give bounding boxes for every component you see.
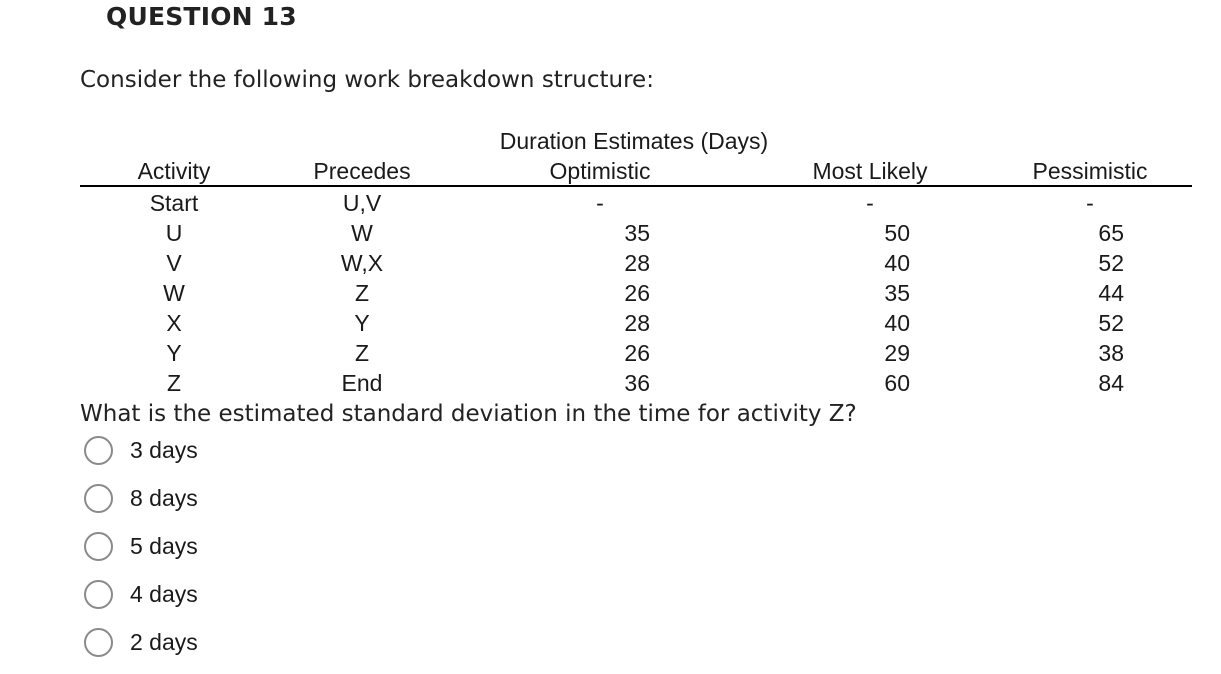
- cell-most-likely: -: [866, 190, 874, 216]
- cell-pessimistic: -: [1086, 190, 1094, 216]
- cell-optimistic: 28: [624, 310, 650, 336]
- header-pessimistic: Pessimistic: [1032, 158, 1148, 184]
- header-most-likely: Most Likely: [812, 158, 928, 184]
- cell-precedes: W: [351, 220, 373, 246]
- radio-button[interactable]: [84, 532, 113, 561]
- cell-activity: Z: [166, 370, 182, 396]
- cell-precedes: U,V: [342, 190, 382, 216]
- cell-pessimistic: 52: [1098, 250, 1124, 276]
- answer-option[interactable]: [84, 528, 198, 564]
- radio-button[interactable]: [84, 628, 113, 657]
- answer-label[interactable]: 3 days: [130, 436, 198, 463]
- cell-activity: V: [166, 250, 182, 276]
- duration-estimates-header: Duration Estimates (Days): [499, 128, 769, 154]
- cell-precedes: Z: [354, 280, 370, 306]
- radio-button[interactable]: [84, 484, 113, 513]
- answer-label[interactable]: 5 days: [130, 532, 198, 559]
- cell-precedes: Z: [354, 340, 370, 366]
- cell-precedes: End: [341, 370, 383, 396]
- answer-option[interactable]: [84, 576, 198, 612]
- cell-precedes: Y: [354, 310, 370, 336]
- cell-most-likely: 60: [884, 370, 910, 396]
- question-title: QUESTION 13: [106, 2, 297, 31]
- radio-button[interactable]: [84, 436, 113, 465]
- cell-activity: W: [163, 280, 185, 306]
- cell-optimistic: 26: [624, 340, 650, 366]
- cell-most-likely: 40: [884, 250, 910, 276]
- cell-optimistic: 26: [624, 280, 650, 306]
- cell-optimistic: -: [596, 190, 604, 216]
- radio-button[interactable]: [84, 580, 113, 609]
- answer-option[interactable]: [84, 432, 198, 468]
- cell-activity: Start: [149, 190, 199, 216]
- cell-most-likely: 35: [884, 280, 910, 306]
- cell-most-likely: 50: [884, 220, 910, 246]
- cell-activity: Y: [166, 340, 182, 366]
- cell-pessimistic: 84: [1098, 370, 1124, 396]
- header-precedes: Precedes: [313, 158, 411, 184]
- header-activity: Activity: [137, 158, 211, 184]
- answer-option[interactable]: [84, 480, 198, 516]
- cell-most-likely: 40: [884, 310, 910, 336]
- cell-pessimistic: 44: [1098, 280, 1124, 306]
- cell-precedes: W,X: [340, 250, 384, 276]
- answer-label[interactable]: 4 days: [130, 580, 198, 607]
- cell-optimistic: 28: [624, 250, 650, 276]
- cell-pessimistic: 52: [1098, 310, 1124, 336]
- answer-label[interactable]: 8 days: [130, 484, 198, 511]
- cell-most-likely: 29: [884, 340, 910, 366]
- question-prompt: What is the estimated standard deviation in the time for activity Z?: [80, 401, 857, 427]
- header-rule: [80, 185, 1192, 187]
- question-intro: Consider the following work breakdown structure:: [80, 67, 654, 93]
- cell-activity: X: [166, 310, 182, 336]
- header-optimistic: Optimistic: [549, 158, 651, 184]
- cell-pessimistic: 38: [1098, 340, 1124, 366]
- cell-activity: U: [165, 220, 183, 246]
- answer-option[interactable]: [84, 624, 198, 660]
- answer-label[interactable]: 2 days: [130, 628, 198, 655]
- cell-pessimistic: 65: [1098, 220, 1124, 246]
- cell-optimistic: 36: [624, 370, 650, 396]
- cell-optimistic: 35: [624, 220, 650, 246]
